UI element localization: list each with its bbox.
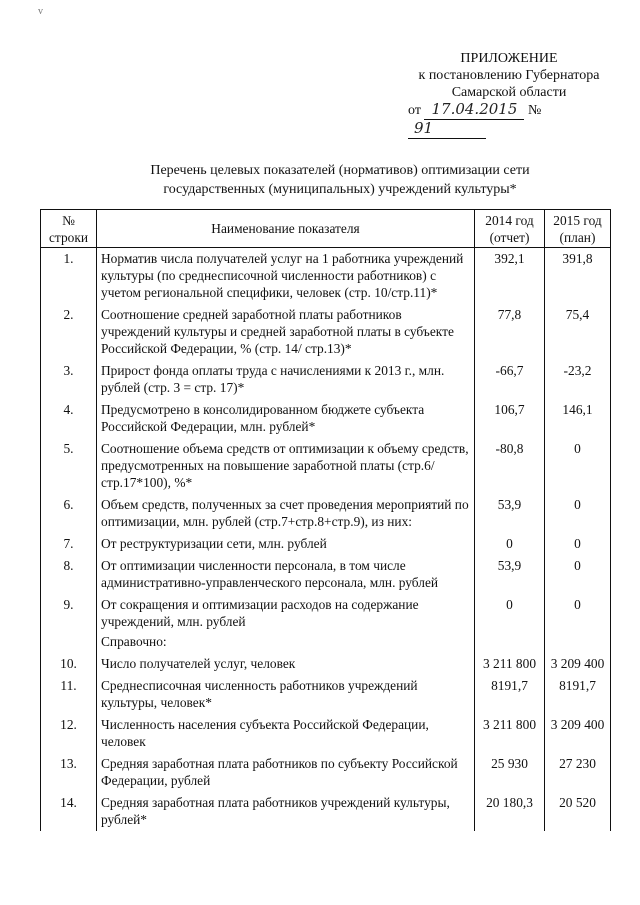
row-indicator: От сокращения и оптимизации расходов на содержание учреждений, млн. рублей [97,594,475,633]
table-row [41,399,611,438]
row-indicator: От оптимизации численности персонала, в том числе административно-управленческого персонала, млн. рублей [97,555,475,594]
header-date-line [404,101,614,139]
table-row [41,594,611,633]
table-row [41,792,611,831]
approval-header [404,50,614,139]
row-number: 7. [41,533,97,555]
row-value-2014: 3 211 800 [475,714,545,753]
row-value-2015 [545,633,611,653]
row-indicator: От реструктуризации сети, млн. рублей [97,533,475,555]
row-indicator: Прирост фонда оплаты труда с начислениями к 2013 г., млн. рублей (стр. 3 = стр. 17)* [97,360,475,399]
row-value-2015: 0 [545,594,611,633]
row-value-2015: 27 230 [545,753,611,792]
row-value-2014: -66,7 [475,360,545,399]
header-number-label: № [527,103,542,118]
row-value-2015: 20 520 [545,792,611,831]
row-number: 5. [41,438,97,494]
table-row [41,304,611,360]
row-value-2015: 146,1 [545,399,611,438]
document-title [60,161,620,199]
table-row [41,248,611,305]
row-number: 3. [41,360,97,399]
title-line-2: государственных (муниципальных) учреждений культуры* [163,182,517,197]
row-value-2014: 77,8 [475,304,545,360]
table-row [41,753,611,792]
header-date-field [424,101,524,120]
row-value-2014: 0 [475,533,545,555]
header-from-label: от [408,103,421,118]
row-value-2014: 53,9 [475,494,545,533]
row-number [41,633,97,653]
row-number: 14. [41,792,97,831]
row-indicator: Норматив числа получателей услуг на 1 работника учреждений культуры (по среднесписочной численности работников) с учетом региональной специфики, человек (стр. 10/стр.11)* [97,248,475,305]
header-decree: к постановлению Губернатора [418,68,600,83]
row-number: 13. [41,753,97,792]
row-number: 11. [41,675,97,714]
row-value-2015: 0 [545,494,611,533]
row-indicator: Средняя заработная плата работников по субъекту Российской Федерации, рублей [97,753,475,792]
header-date: 17.04.2015 [431,100,518,118]
row-value-2014 [475,633,545,653]
row-value-2015: 3 209 400 [545,653,611,675]
row-number: 10. [41,653,97,675]
row-number: 6. [41,494,97,533]
row-value-2014: 0 [475,594,545,633]
row-value-2015: 8191,7 [545,675,611,714]
row-indicator: Предусмотрено в консолидированном бюджете субъекта Российской Федерации, млн. рублей* [97,399,475,438]
row-value-2015: 0 [545,533,611,555]
row-value-2015: -23,2 [545,360,611,399]
row-indicator: Численность населения субъекта Российской Федерации, человек [97,714,475,753]
table-row-reference [41,633,611,653]
row-indicator: Соотношение средней заработной платы работников учреждений культуры и средней заработной платы в субъекте Российской Федерации, % (стр. 14/ стр.13)* [97,304,475,360]
table-row [41,714,611,753]
row-number: 8. [41,555,97,594]
row-indicator: Среднесписочная численность работников учреждений культуры, человек* [97,675,475,714]
table-row [41,494,611,533]
header-indicator-name: Наименование показателя [97,210,475,248]
row-value-2015: 391,8 [545,248,611,305]
title-line-1: Перечень целевых показателей (нормативов) оптимизации сети [150,163,530,178]
row-indicator: Средняя заработная плата работников учреждений культуры, рублей* [97,792,475,831]
row-value-2014: 392,1 [475,248,545,305]
header-row-number: № строки [41,210,97,248]
row-value-2014: 20 180,3 [475,792,545,831]
row-indicator: Соотношение объема средств от оптимизации к объему средств, предусмотренных на повышение заработной платы (стр.6/стр.17*100), %* [97,438,475,494]
row-value-2014: 53,9 [475,555,545,594]
table-row [41,438,611,494]
row-indicator: Число получателей услуг, человек [97,653,475,675]
table-header-row [41,210,611,248]
table-row [41,653,611,675]
header-2015: 2015 год (план) [545,210,611,248]
row-value-2015: 0 [545,555,611,594]
indicators-table [40,209,611,831]
table-row [41,533,611,555]
table-row [41,675,611,714]
header-number: 91 [414,119,434,137]
row-value-2014: 3 211 800 [475,653,545,675]
table-row [41,555,611,594]
row-number: 12. [41,714,97,753]
corner-mark: v [38,6,43,17]
row-value-2014: 25 930 [475,753,545,792]
row-value-2014: -80,8 [475,438,545,494]
header-appendix: ПРИЛОЖЕНИЕ [460,51,558,66]
header-region: Самарской области [451,85,567,100]
row-number: 9. [41,594,97,633]
header-2014: 2014 год (отчет) [475,210,545,248]
row-value-2015: 3 209 400 [545,714,611,753]
row-number: 1. [41,248,97,305]
row-value-2015: 0 [545,438,611,494]
row-indicator: Объем средств, полученных за счет проведения мероприятий по оптимизации, млн. рублей (стр.7+стр.8+стр.9), из них: [97,494,475,533]
row-reference-label: Справочно: [97,633,475,653]
row-value-2015: 75,4 [545,304,611,360]
row-number: 2. [41,304,97,360]
row-value-2014: 106,7 [475,399,545,438]
header-number-field [408,120,486,139]
table-row [41,360,611,399]
row-number: 4. [41,399,97,438]
row-value-2014: 8191,7 [475,675,545,714]
